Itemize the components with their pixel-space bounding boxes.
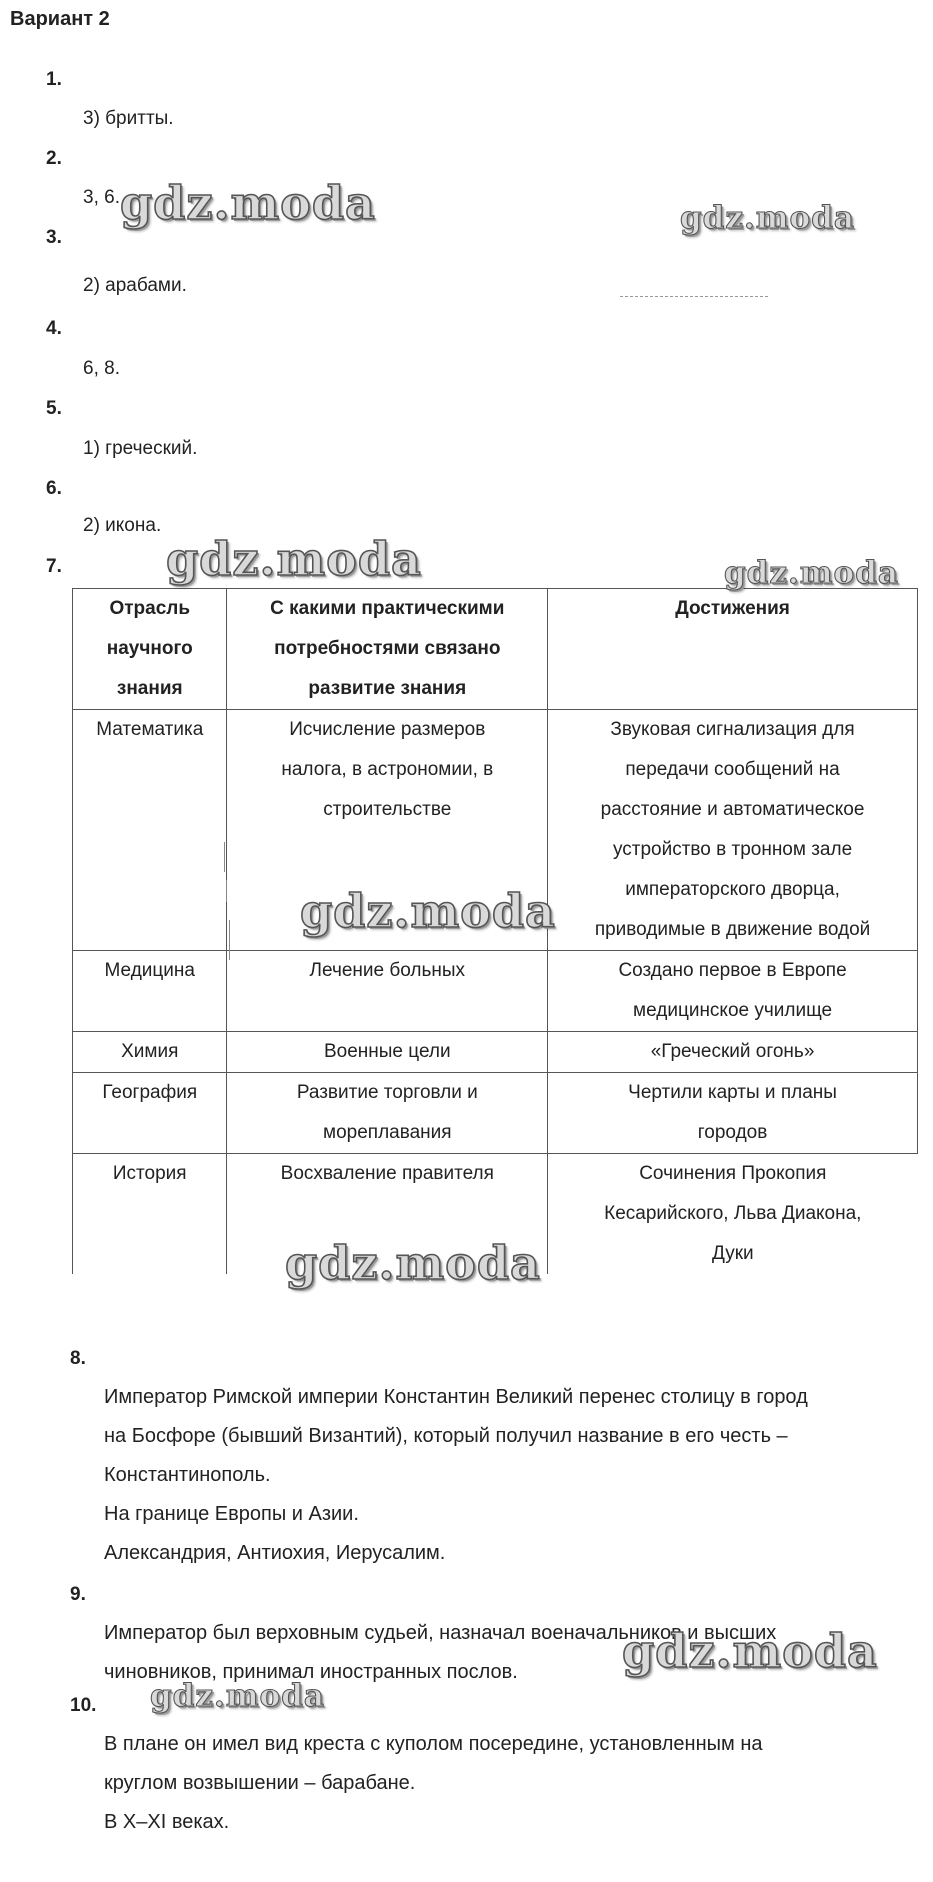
cell-achievements: Создано первое в Европе медицинское училище — [548, 951, 918, 1032]
answer-paragraph: Император Римской империи Константин Великий перенес столицу в город на Босфоре (бывший Византий), который получил название в его честь – Константинополь. На границе Европы и Азии. Александрия, Антиохия, Иерусалим. — [104, 1386, 808, 1564]
question-number: 8. — [70, 1348, 86, 1369]
cell-needs: Восхваление правителя — [227, 1154, 548, 1275]
table-row — [73, 951, 918, 1032]
watermark: gdz.moda — [622, 1624, 878, 1678]
watermark: gdz.moda — [680, 200, 855, 236]
answer-text: 2) арабами. — [83, 275, 187, 296]
question-number: 9. — [70, 1584, 86, 1605]
answer-paragraph: В плане он имел вид креста с куполом посередине, установленным на круглом возвышении – барабане. В X–XI веках. — [104, 1733, 763, 1833]
answer-paragraph: Император был верховным судьей, назначал военачальников и высших чиновников, принимал иностранных послов. — [104, 1622, 777, 1683]
cell-branch: Математика — [73, 710, 227, 951]
cell-achievements: Звуковая сигнализация для передачи сообщений на расстояние и автоматическое устройство в тронном зале императорского дворца, приводимые в движение водой — [548, 710, 918, 951]
answer-text: 3, 6. — [83, 187, 120, 208]
cell-achievements: Сочинения Прокопия Кесарийского, Льва Диакона, Дуки — [548, 1154, 918, 1275]
answer-text: 1) греческий. — [83, 438, 198, 459]
cell-branch: Химия — [73, 1032, 227, 1073]
watermark: gdz.moda — [285, 1236, 541, 1290]
table-header-row — [73, 589, 918, 710]
table-row — [73, 1032, 918, 1073]
cell-needs: Развитие торговли и мореплавания — [227, 1073, 548, 1154]
cell-branch: Медицина — [73, 951, 227, 1032]
cell-branch: История — [73, 1154, 227, 1275]
question-number: 7. — [46, 556, 62, 577]
cell-needs: Лечение больных — [227, 951, 548, 1032]
question-number: 10. — [70, 1695, 97, 1716]
question-number: 3. — [46, 227, 62, 248]
question-number: 2. — [46, 148, 62, 169]
cell-achievements: Чертили карты и планы городов — [548, 1073, 918, 1154]
cell-achievements: «Греческий огонь» — [548, 1032, 918, 1073]
table-row — [73, 1073, 918, 1154]
question-number: 6. — [46, 478, 62, 499]
cell-needs: Военные цели — [227, 1032, 548, 1073]
cell-branch: География — [73, 1073, 227, 1154]
header-needs: С какими практическими потребностями связано развитие знания — [227, 589, 548, 710]
watermark: gdz.moda — [300, 884, 556, 938]
dashed-line — [620, 296, 768, 297]
question-number: 5. — [46, 398, 62, 419]
question-number: 4. — [46, 318, 62, 339]
page-title: Вариант 2 — [10, 8, 110, 30]
header-achievements: Достижения — [548, 589, 918, 710]
watermark: gdz.moda — [120, 176, 376, 230]
answer-text: 6, 8. — [83, 358, 120, 379]
pen-mark — [224, 842, 225, 872]
answer-text: 3) бритты. — [83, 108, 174, 129]
header-branch: Отрасль научного знания — [73, 589, 227, 710]
pen-mark — [229, 920, 230, 960]
pen-mark — [226, 880, 227, 902]
answer-text: 2) икона. — [83, 515, 162, 536]
watermark: gdz.moda — [166, 532, 422, 586]
watermark: gdz.moda — [150, 1678, 325, 1714]
question-number: 1. — [46, 69, 62, 90]
cell-needs: Исчисление размеров налога, в астрономии, в строительстве — [227, 710, 548, 951]
watermark: gdz.moda — [724, 555, 899, 591]
